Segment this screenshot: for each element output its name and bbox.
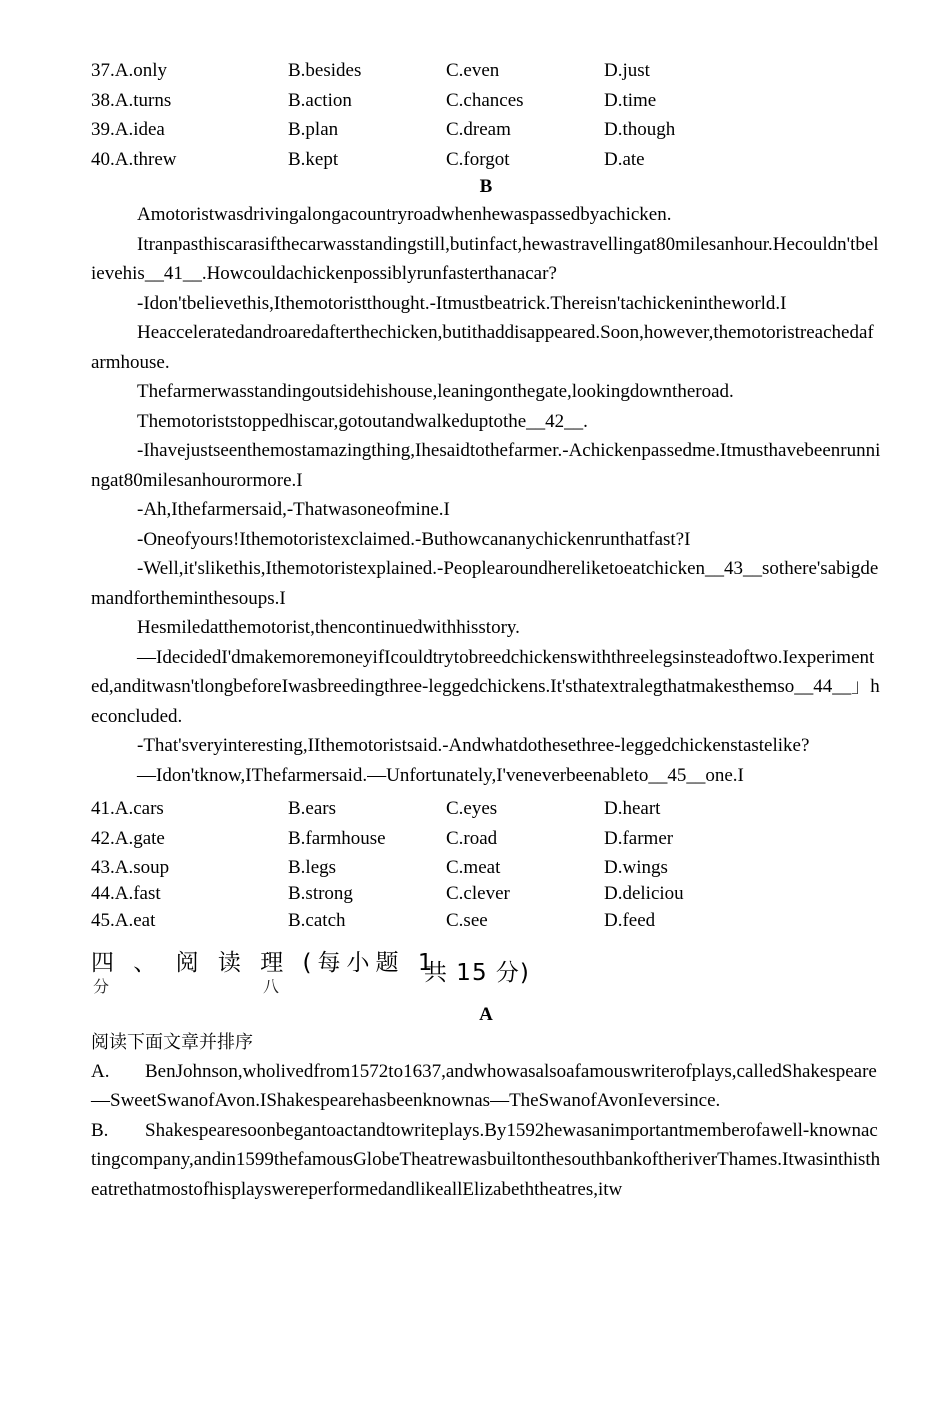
option-row-44 (91, 879, 881, 906)
option-d: D.wings (604, 857, 668, 878)
section-b-passage (91, 200, 881, 790)
option-b: B.farmhouse (288, 827, 386, 849)
option-b: B.plan (288, 119, 339, 140)
option-b: B.action (288, 89, 352, 111)
passage-paragraph: Itranpasthiscarasifthecarwasstandingstill,butinfact,hewastravellingat80milesanhour.Hecouldn'tbelievehis__41__.Howcouldachickenpossiblyrunfasterthanacar? (91, 233, 879, 284)
option-b: B.legs (288, 857, 337, 878)
item-text: BenJohnson,wholivedfrom1572to1637,andwhowasalsoafamouswriterofplays,calledShakespeare—SweetSwanofAvon.IShakespearehasbeenknownas—TheSwanofAvonIeversince. (91, 1060, 877, 1111)
section-4-fragment: 分 (93, 976, 110, 996)
option-a: 37.A.only (91, 60, 167, 81)
option-c: C.chances (446, 89, 524, 111)
item-text: Shakespearesoonbegantoactandtowriteplays.By1592hewasanimportantmemberofawell-knownactingcompany,andin1599thefamousGlobeTheatrewasbuiltonthesouthbankoftheriverThames.ItwasinthistheatrethatmostofhisplayswereperformedandlikeallElizabeththeatres,itw (91, 1119, 881, 1200)
passage-paragraph: -Ihavejustseenthemostamazingthing,Ihesaidtothefarmer.-Achickenpassedme.Itmusthavebeenrunningat80milesanhourormore.I (91, 440, 881, 491)
passage-paragraph: Themotoriststoppedhiscar,gotoutandwalkeduptothe__42__. (137, 410, 588, 432)
option-c: C.clever (446, 883, 510, 904)
option-a: 41.A.cars (91, 798, 164, 819)
passage-paragraph: —IdecidedI'dmakemoremoneyifIcouldtrytobreedchickenswiththreelegsinsteadoftwo.Iexperimented,anditwasn'tlongbeforeIwasbreedingthree-leggedchickens.It'sthatextralegthatmakesthemso__44__」heconcluded. (91, 646, 880, 727)
item-label: A. (91, 1060, 110, 1082)
passage-paragraph: Amotoristwasdrivingalongacountryroadwhenhewaspassedbyachicken. (137, 204, 672, 225)
option-c: C.meat (446, 857, 501, 878)
option-b: B.besides (288, 60, 362, 81)
option-a: 40.A.threw (91, 148, 177, 170)
option-c: C.see (446, 910, 488, 931)
passage-item-a (91, 1057, 881, 1116)
passage-paragraph: -That'sveryinteresting,IIthemotoristsaid.-Andwhatdothesethree-leggedchickenstastelike? (137, 735, 810, 756)
option-d: D.farmer (604, 827, 674, 849)
option-row-39 (91, 115, 881, 145)
option-d: D.heart (604, 798, 661, 819)
option-b: B.ears (288, 798, 337, 819)
option-row-42 (91, 824, 881, 854)
section-4-fragment: 八 (263, 976, 280, 996)
option-b: B.strong (288, 883, 353, 904)
passage-paragraph: Heacceleratedandroaredafterthechicken,butithaddisappeared.Soon,however,themotoristreachedafarmhouse. (91, 322, 874, 373)
option-row-43 (91, 853, 881, 879)
passage-item-b (91, 1116, 881, 1205)
item-label: B. (91, 1119, 109, 1141)
option-a: 38.A.turns (91, 89, 172, 111)
option-d: D.feed (604, 910, 656, 931)
option-a: 44.A.fast (91, 883, 161, 904)
option-row-37 (91, 56, 881, 86)
passage-paragraph: Hesmiledatthemotorist,thencontinuedwithhisstory. (137, 617, 520, 638)
option-d: D.ate (604, 148, 645, 170)
option-b: B.kept (288, 148, 339, 170)
passage-paragraph: -Oneofyours!Ithemotoristexclaimed.-Buthowcananychickenrunthatfast?I (137, 528, 691, 550)
section-b-heading: B (479, 176, 493, 197)
option-c: C.even (446, 60, 500, 81)
option-a: 45.A.eat (91, 910, 156, 931)
section-4-title (91, 936, 881, 994)
option-d: D.just (604, 60, 650, 81)
document-page (91, 56, 881, 1204)
option-row-41 (91, 794, 881, 824)
option-c: C.dream (446, 119, 511, 140)
option-b: B.catch (288, 910, 346, 931)
options-group-37-40 (91, 56, 881, 174)
option-d: D.deliciou (604, 883, 684, 904)
section-a-instruction: 阅读下面文章并排序 (91, 1031, 253, 1053)
option-a: 39.A.idea (91, 119, 165, 140)
option-row-45 (91, 906, 881, 936)
section-4-title-left: 四 、 阅 读 理 (每小题 1 (91, 949, 439, 976)
option-d: D.time (604, 89, 657, 111)
passage-paragraph: -Well,it'slikethis,Ithemotoristexplained.-Peoplearoundhereliketoeatchicken__43__sothere'sabigdemandfortheminthesoups.I (91, 558, 879, 609)
options-group-41-45 (91, 794, 881, 936)
section-4-title-right: 共 15 分) (424, 959, 530, 986)
option-a: 42.A.gate (91, 827, 165, 849)
option-d: D.though (604, 119, 676, 140)
option-c: C.forgot (446, 148, 510, 170)
passage-paragraph: Thefarmerwasstandingoutsidehishouse,leaningonthegate,lookingdowntheroad. (137, 381, 734, 402)
passage-paragraph: —Idon'tknow,IThefarmersaid.—Unfortunately,I'veneverbeenableto__45__one.I (137, 764, 744, 786)
passage-paragraph: -Idon'tbelievethis,Ithemotoristthought.-Itmustbeatrick.Thereisn'tachickenintheworld.I (137, 292, 787, 314)
section-a-heading: A (479, 1003, 493, 1025)
option-row-40 (91, 145, 881, 175)
option-c: C.road (446, 827, 498, 849)
option-a: 43.A.soup (91, 857, 170, 878)
passage-paragraph: -Ah,Ithefarmersaid,-Thatwasoneofmine.I (137, 499, 450, 520)
option-row-38 (91, 86, 881, 116)
option-c: C.eyes (446, 798, 498, 819)
